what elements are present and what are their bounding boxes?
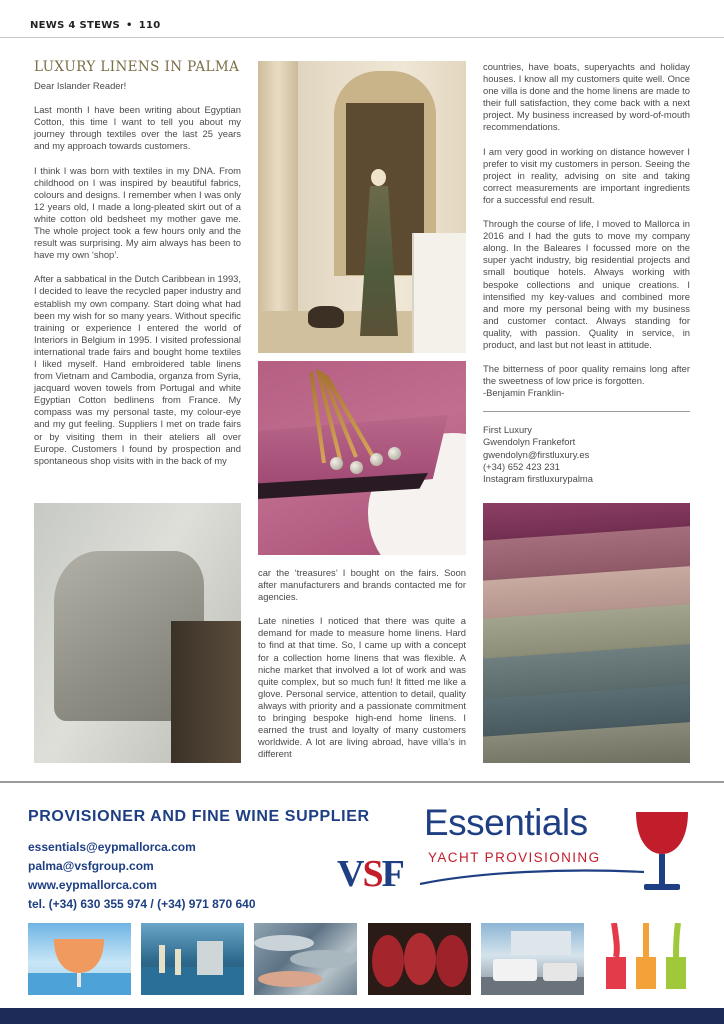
bottom-bar [0, 1008, 724, 1024]
article-column-2 [258, 567, 466, 760]
ad-photo-drink [28, 923, 131, 995]
ad-photo-juices [594, 923, 697, 995]
paragraph: Late nineties I noticed that there was quite a demand for made to measure home linens. Hard to find at that time. So, I came up with a concept for a collection home linens that was flexible. A niche market that involved a lot of work and was quite complex, but so much fun! It fitted me like a glove. Personal service, attention to detail, quality always with priority and a passionate commitment to bringing bespoke high-end home linens. I earned the trust and loyalty of many customers worldwide. A lot are living abroad, have villa’s in different [258, 615, 466, 760]
signature-phone: (+34) 652 423 231 [483, 460, 560, 472]
publication-name: NEWS 4 STEWS [30, 20, 121, 31]
paragraph: After a sabbatical in the Dutch Caribbean in 1993, I decided to leave the recycled paper industry and establish my own company. Start doing what had been my wish for so many years. Without specific training or experience I entered the world of Interiors in Belgium in 1995. I visited professional international trade fairs and bought home textiles I liked myself. Hand embroidered table linens from Vietnam and Cambodia, organza from Syria, jacquard woven towels from Portugal and white Egyptian Cotton bedlinens from France. My compass was my personal taste, my colour-eye and my gut feeling. Suppliers I met on trade fairs or by visiting them in their ateliers all over Europe. Customers I found by prospection and spontaneous shop visits with in the back of my [34, 273, 241, 466]
quote [483, 363, 690, 387]
article-column-3 [483, 61, 690, 485]
ad-photo-steaks [368, 923, 471, 995]
article-column-1 [34, 61, 241, 467]
ad-photo-champagne [141, 923, 244, 995]
header-separator: • [126, 20, 133, 31]
paragraph: Through the course of life, I moved to Mallorca in 2016 and I had the guts to move my company along. In the Baleares I focussed more on the super yacht industry, big residential projects and small boutique hotels. Always working with bespoke collections and unique creations. I intensified my key-values and combined more and more my personal being with my business and customer contact. Always standing for quality, with passion. Quality in service, in product, and last but not least in attitude. [483, 218, 690, 350]
essentials-logo-subtitle: YACHT PROVISIONING [428, 850, 601, 865]
ad-email-vsf[interactable]: palma@vsfgroup.com [28, 859, 154, 873]
napkin-photo [258, 361, 466, 555]
article-greeting: Dear Islander Reader! [34, 80, 127, 92]
signature-company: First Luxury [483, 424, 532, 436]
paragraph: Last month I have been writing about Egyptian Cotton, this time I want to tell you about my journey through textiles over the last 25 years and my approach towards customers. [34, 104, 241, 152]
paragraph: car the ‘treasures’ I bought on the fairs. Soon after manufacturers and brands contacted me for agencies. [258, 567, 466, 603]
essentials-logo-name: Essentials [424, 802, 588, 843]
ad-divider [0, 781, 724, 783]
ad-contact-list [28, 838, 256, 914]
paragraph: countries, have boats, superyachts and holiday houses. I know all my customers quite well. Once one villa is done and the home linens are made to their full satisfaction, they come back with a next project. My business increased by word-of-mouth recommendations. [483, 61, 690, 133]
wine-glass-icon [632, 806, 692, 896]
essentials-swoosh [418, 858, 648, 898]
signature-email[interactable]: gwendolyn@firstluxury.es [483, 448, 590, 460]
ad-title: PROVISIONER AND FINE WINE SUPPLIER [28, 808, 370, 825]
folded-linens-photo [483, 503, 690, 763]
ad-email-essentials[interactable]: essentials@eypmallorca.com [28, 840, 196, 854]
ad-phone: tel. (+34) 630 355 974 / (+34) 971 870 640 [28, 897, 256, 911]
interior-photo [258, 61, 466, 353]
paragraph: I think I was born with textiles in my DNA. From childhood on I was inspired by beautiful fabrics, colours and designs. I remember when I was only 12 years old, I made a long-pleated skirt out of a white cotton old bedsheet my mother gave me. The whole project took a few hours only and the result was surprising. My aim always has been to have my own ‘shop’. [34, 164, 241, 261]
signature-name: Gwendolyn Frankefort [483, 436, 576, 448]
ad-photo-vans [481, 923, 584, 995]
article-title: LUXURY LINENS IN PALMA [34, 59, 240, 75]
header-rule [0, 37, 724, 38]
signature-instagram: Instagram firstluxurypalma [483, 472, 593, 484]
ad-website[interactable]: www.eypmallorca.com [28, 878, 157, 892]
quote-text: The bitterness of poor quality remains long after the sweetness of low price is forgotten. [483, 363, 690, 387]
signature-rule [483, 411, 690, 412]
paragraph: I am very good in working on distance however I prefer to visit my customers in person. Seeing the project in reality, advising on site and taking correct measurements are important ingredients for a successful end result. [483, 145, 690, 205]
page-number: 110 [138, 20, 161, 31]
ad-photo-fish [254, 923, 357, 995]
page-header [30, 20, 161, 31]
quote-author: -Benjamin Franklin- [483, 387, 565, 399]
towel-photo [34, 503, 241, 763]
vsf-logo: VSF [337, 853, 403, 895]
signature-block [483, 424, 690, 484]
